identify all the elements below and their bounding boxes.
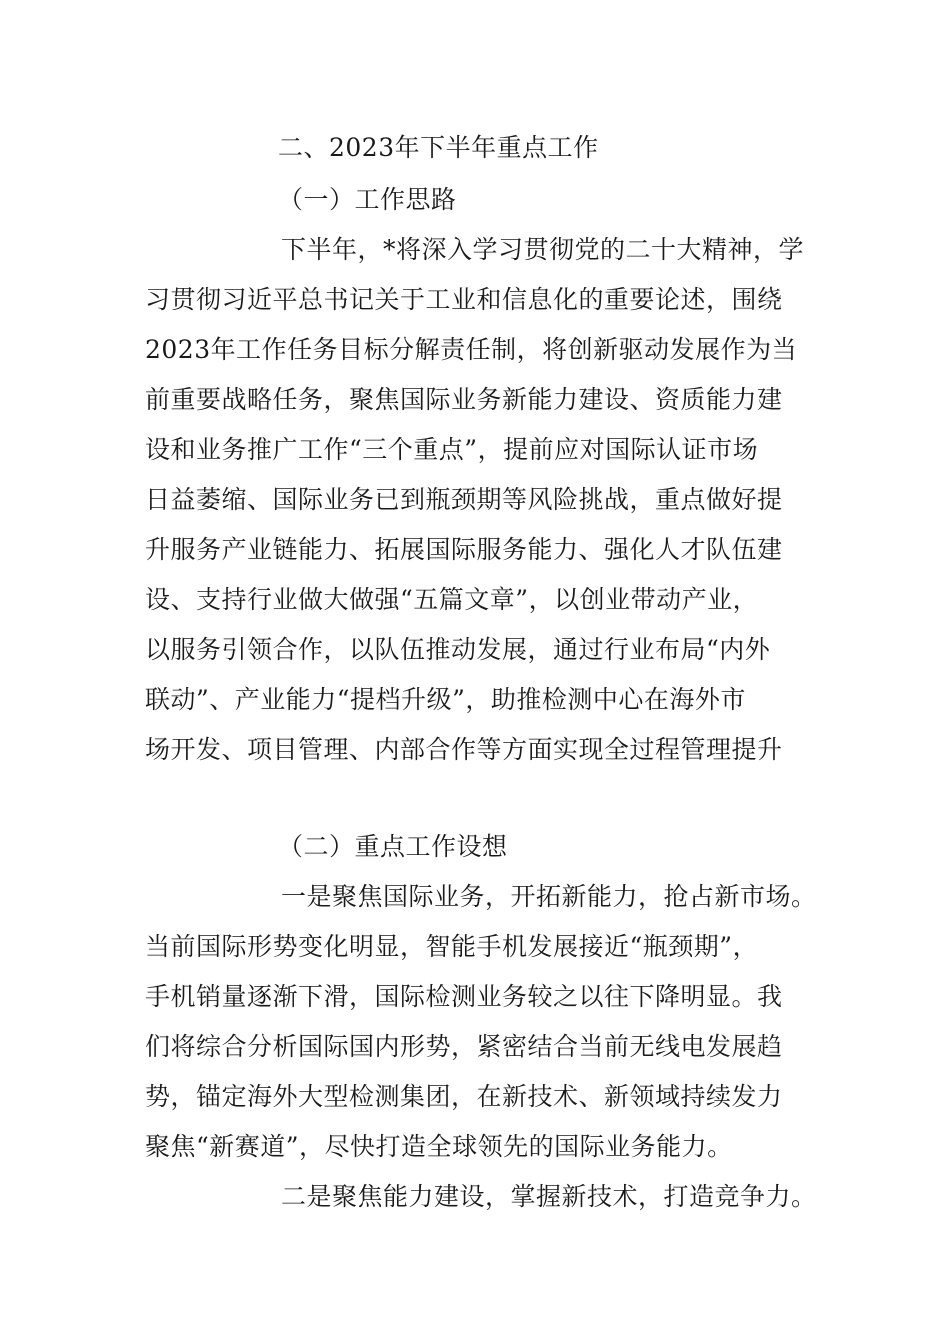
- paragraph-line: 2023年工作任务目标分解责任制，将创新驱动发展作为当: [145, 335, 798, 364]
- paragraph-line: 当前国际形势变化明显，智能手机发展接近“瓶颈期”，: [145, 932, 759, 961]
- paragraph-line: 手机销量逐渐下滑，国际检测业务较之以往下降明显。我: [145, 982, 783, 1011]
- paragraph-line: 设、支持行业做大做强“五篇文章”，以创业带动产业，: [145, 585, 759, 614]
- subsection-2-title: （二）重点工作设想: [278, 832, 508, 861]
- paragraph-line: 势，锚定海外大型检测集团，在新技术、新领域持续发力: [145, 1082, 783, 1111]
- section-heading: 二、2023年下半年重点工作: [278, 133, 599, 162]
- paragraph-line: 下半年，*将深入学习贯彻党的二十大精神，学: [281, 235, 805, 264]
- paragraph-line: 习贯彻习近平总书记关于工业和信息化的重要论述，围绕: [145, 285, 783, 314]
- paragraph-line: 日益萎缩、国际业务已到瓶颈期等风险挑战，重点做好提: [145, 485, 783, 514]
- paragraph-line: 升服务产业链能力、拓展国际服务能力、强化人才队伍建: [145, 535, 783, 564]
- paragraph-line: 聚焦“新赛道”，尽快打造全球领先的国际业务能力。: [145, 1132, 733, 1161]
- paragraph-line: 设和业务推广工作“三个重点”，提前应对国际认证市场: [145, 435, 759, 464]
- paragraph-line: 场开发、项目管理、内部合作等方面实现全过程管理提升: [145, 735, 783, 764]
- paragraph-line: 们将综合分析国际国内形势，紧密结合当前无线电发展趋: [145, 1032, 783, 1061]
- paragraph-line: 一是聚焦国际业务，开拓新能力，抢占新市场。: [281, 882, 817, 911]
- paragraph-line: 以服务引领合作，以队伍推动发展，通过行业布局“内外: [145, 635, 771, 664]
- subsection-1-title: （一）工作思路: [278, 185, 457, 214]
- paragraph-line: 前重要战略任务，聚焦国际业务新能力建设、资质能力建: [145, 385, 783, 414]
- paragraph-line: 二是聚焦能力建设，掌握新技术，打造竞争力。: [281, 1182, 817, 1211]
- paragraph-line: 联动”、产业能力“提档升级”，助推检测中心在海外市: [145, 685, 746, 714]
